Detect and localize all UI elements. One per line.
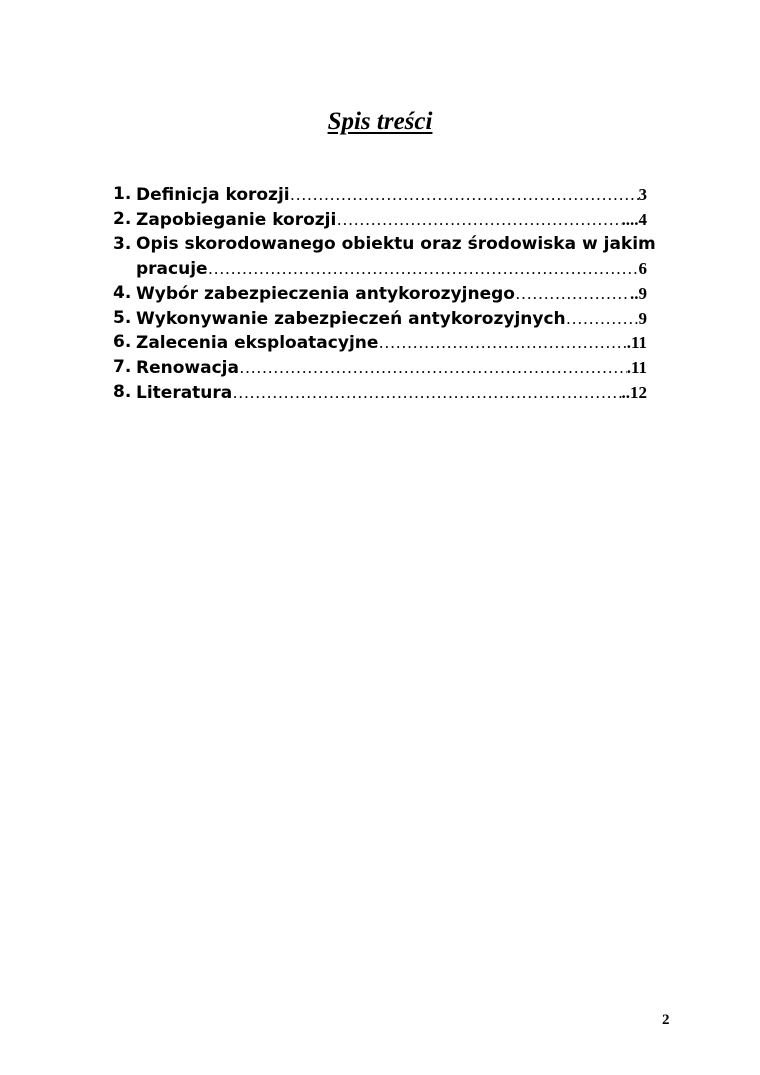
toc-leader-dots: [208, 257, 639, 281]
toc-item-page: ..12: [621, 383, 647, 403]
toc-leader-dots: [515, 282, 630, 306]
toc-item-number: 4.: [113, 282, 132, 303]
toc-leader-dots: [290, 183, 639, 207]
toc-item-page: 6: [638, 258, 647, 278]
document-title: Spis treści: [327, 108, 433, 135]
page-number: 2: [662, 1012, 670, 1028]
toc-item-title: Zapobieganie korozji: [136, 209, 337, 230]
toc-item-page: .11: [626, 333, 647, 353]
toc-item-page: 9: [638, 308, 647, 328]
toc-item-title: Wykonywanie zabezpieczeń antykorozyjnych: [136, 308, 566, 329]
toc-item-title: Opis skorodowanego obiektu oraz środowiska w jakim: [136, 233, 656, 254]
toc-item-number: 3.: [113, 233, 132, 254]
table-of-contents: [113, 183, 656, 406]
toc-item-page: ..9: [630, 283, 647, 303]
toc-item-number: 1.: [113, 184, 132, 204]
toc-item-number: 2.: [113, 208, 132, 229]
toc-item-2: [113, 208, 647, 233]
toc-item-title: Literatura: [136, 383, 233, 404]
toc-item-number: 5.: [113, 307, 132, 328]
toc-item-8: [113, 381, 647, 406]
toc-item-page: ....4: [621, 209, 647, 229]
toc-item-3: [113, 233, 656, 282]
toc-item-page: 3: [638, 185, 647, 204]
toc-item-title: Renowacja: [136, 358, 239, 379]
toc-leader-dots: [566, 307, 639, 331]
toc-leader-dots: [336, 208, 621, 232]
toc-item-5: [113, 307, 647, 332]
toc-item-4: [113, 282, 647, 307]
toc-item-page: .11: [626, 358, 647, 378]
toc-item-6: [113, 331, 647, 356]
toc-item-number: 6.: [113, 332, 132, 353]
toc-leader-dots: [378, 331, 626, 355]
toc-item-1: [113, 183, 647, 208]
toc-item-number: 8.: [113, 382, 132, 403]
toc-item-title: Definicja korozji: [136, 185, 290, 205]
toc-item-title-continuation: pracuje: [136, 258, 208, 279]
toc-leader-dots: [232, 381, 621, 405]
toc-leader-dots: [239, 356, 627, 380]
toc-item-title: Wybór zabezpieczenia antykorozyjnego: [136, 283, 515, 304]
toc-item-7: [113, 356, 647, 381]
toc-item-number: 7.: [113, 357, 132, 378]
toc-item-title: Zalecenia eksploatacyjne: [136, 333, 379, 354]
